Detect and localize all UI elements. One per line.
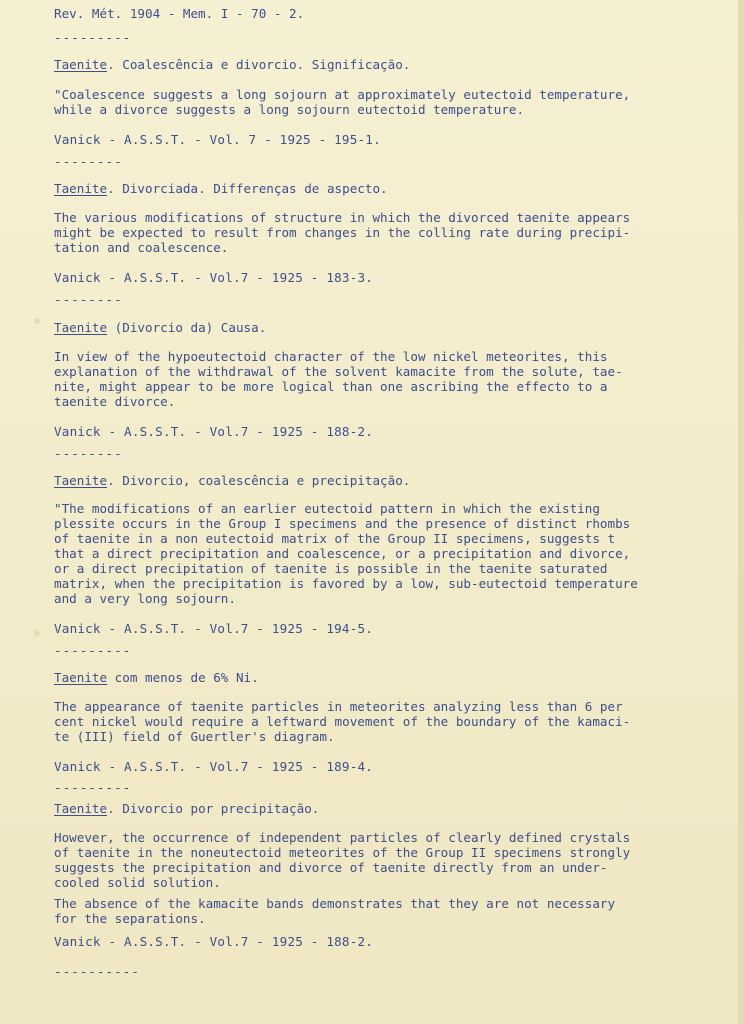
punch-hole-mark [34, 318, 40, 324]
separator: -------- [54, 446, 123, 461]
entry-title: . Coalescência e divorcio. Significação. [107, 57, 411, 72]
separator: --------- [54, 643, 132, 658]
entry-body-line: The absence of the kamacite bands demonstrates that they are not necessary [54, 896, 616, 911]
separator: --------- [54, 30, 132, 45]
entry-term: Taenite [54, 320, 108, 335]
entry-body-line: cooled solid solution. [54, 875, 221, 890]
document-header: Rev. Mét. 1904 - Mem. I - 70 - 2. [54, 6, 305, 21]
entry-reference: Vanick - A.S.S.T. - Vol. 7 - 1925 - 195-1. [54, 132, 381, 147]
entry-title: . Divorcio, coalescência e precipitação. [107, 473, 411, 488]
entry-body-line: taenite divorce. [54, 394, 176, 409]
separator: ---------- [54, 964, 140, 979]
entry-reference: Vanick - A.S.S.T. - Vol.7 - 1925 - 188-2. [54, 934, 374, 949]
separator: --------- [54, 780, 132, 795]
entry-title: . Divorciada. Differenças de aspecto. [107, 181, 388, 196]
entry-reference: Vanick - A.S.S.T. - Vol.7 - 1925 - 183-3. [54, 270, 374, 285]
entry-reference: Vanick - A.S.S.T. - Vol.7 - 1925 - 189-4. [54, 759, 374, 774]
entry-body-line: of taenite in a non eutectoid matrix of the Group II specimens, suggests t [54, 531, 616, 546]
entry-body-line: matrix, when the precipitation is favored by a low, sub-eutectoid temperature [54, 576, 638, 591]
entry-body-line: nite, might appear to be more logical than one ascribing the effecto to a [54, 379, 608, 394]
entry-title: (Divorcio da) Causa. [107, 320, 267, 335]
entry-title: . Divorcio por precipitação. [107, 801, 320, 816]
entry-body-line: for the separations. [54, 911, 206, 926]
entry-body-line: that a direct precipitation and coalescence, or a precipitation and divorce, [54, 546, 631, 561]
entry-body-line: "Coalescence suggests a long sojourn at approximately eutectoid temperature, [54, 87, 631, 102]
entry-body-line: The appearance of taenite particles in meteorites analyzing less than 6 per [54, 699, 623, 714]
entry-term: Taenite [54, 473, 108, 488]
entry-term: Taenite [54, 801, 108, 816]
entry-term: Taenite [54, 670, 108, 685]
entry-body-line: cent nickel would require a leftward movement of the boundary of the kamaci- [54, 714, 631, 729]
separator: -------- [54, 292, 123, 307]
entry-body-line: of taenite in the noneutectoid meteorites of the Group II specimens strongly [54, 845, 631, 860]
entry-body-line: The various modifications of structure in which the divorced taenite appears [54, 210, 631, 225]
entry-body-line: and a very long sojourn. [54, 591, 236, 606]
entry-body-line: tation and coalescence. [54, 240, 229, 255]
entry-body-line: might be expected to result from changes in the colling rate during precipi- [54, 225, 631, 240]
entry-reference: Vanick - A.S.S.T. - Vol.7 - 1925 - 194-5. [54, 621, 374, 636]
entry-body-line: "The modifications of an earlier eutectoid pattern in which the existing [54, 501, 600, 516]
entry-body-line: explanation of the withdrawal of the solvent kamacite from the solute, tae- [54, 364, 623, 379]
entry-body-line: suggests the precipitation and divorce of taenite directly from an under- [54, 860, 608, 875]
entry-reference: Vanick - A.S.S.T. - Vol.7 - 1925 - 188-2. [54, 424, 374, 439]
entry-body-line: plessite occurs in the Group I specimens and the presence of distinct rhombs [54, 516, 631, 531]
punch-hole-mark [34, 630, 40, 636]
entry-heading [54, 181, 388, 197]
entry-heading [54, 57, 410, 73]
entry-body-line: In view of the hypoeutectoid character of the low nickel meteorites, this [54, 349, 608, 364]
separator: -------- [54, 154, 123, 169]
entry-body-line: However, the occurrence of independent particles of clearly defined crystals [54, 830, 631, 845]
paper-edge [738, 0, 744, 1024]
entry-term: Taenite [54, 57, 108, 72]
entry-heading [54, 473, 410, 489]
entry-title: com menos de 6% Ni. [107, 670, 259, 685]
entry-heading [54, 801, 319, 817]
entry-heading [54, 320, 266, 336]
entry-body-line: or a direct precipitation of taenite is possible in the taenite saturated [54, 561, 608, 576]
entry-term: Taenite [54, 181, 108, 196]
entry-heading [54, 670, 259, 686]
entry-body-line: te (III) field of Guertler's diagram. [54, 729, 335, 744]
entry-body-line: while a divorce suggests a long sojourn eutectoid temperature. [54, 102, 525, 117]
